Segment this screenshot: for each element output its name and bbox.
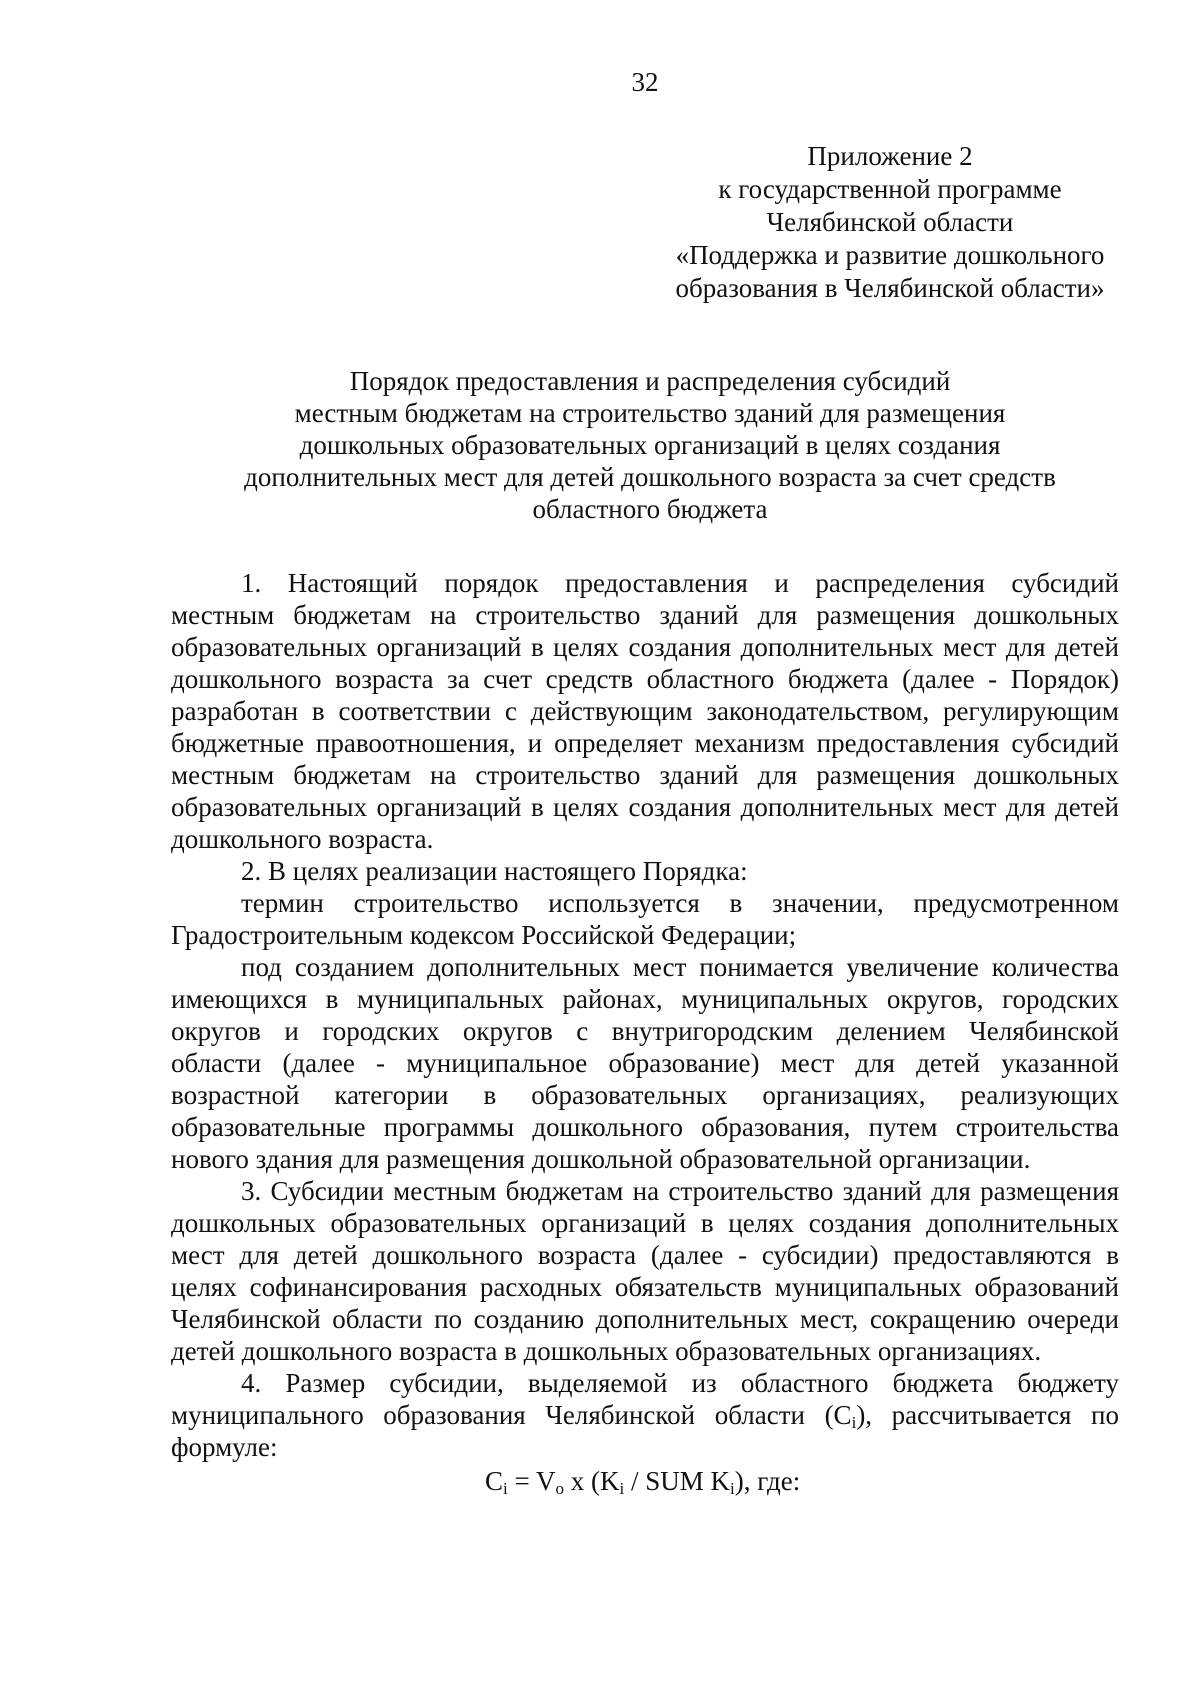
document-title: [140, 365, 1160, 525]
subscript: i: [730, 1479, 735, 1498]
title-line: Порядок предоставления и распределения субсидий: [349, 366, 951, 396]
paragraph-term-definition: [171, 887, 1119, 951]
formula-part: x (K: [564, 1466, 620, 1496]
appendix-line: «Поддержка и развитие дошкольного: [675, 240, 1105, 270]
paragraph-places-definition: [171, 951, 1119, 1175]
text-line: Градостроительным кодексом Российской Федерации;: [171, 920, 797, 950]
text-line: возрастной категории в образовательных организациях, реализующих: [171, 1080, 1119, 1110]
text-line: дошкольного возраста за счет средств областного бюджета (далее - Порядок): [171, 664, 1119, 694]
text-fragment: ), рассчитывается по: [856, 1400, 1120, 1430]
formula-part: = V: [507, 1466, 556, 1496]
appendix-line: к государственной программе: [718, 174, 1062, 204]
text-line: Челябинской области по созданию дополнительных мест, сокращению очереди: [171, 1304, 1119, 1334]
subscript: o: [555, 1479, 564, 1498]
document-body: [171, 567, 1119, 1497]
text-line: детей дошкольного возраста в дошкольных образовательных организациях.: [171, 1336, 1042, 1366]
text-line: округов и городских округов с внутригородским делением Челябинской: [171, 1016, 1119, 1046]
text-line: области (далее - муниципальное образование) мест для детей указанной: [171, 1048, 1119, 1078]
text-line: формуле:: [171, 1432, 278, 1462]
paragraph-4: [171, 1367, 1119, 1497]
text-line: дошкольных образовательных организаций в целях создания дополнительных: [171, 1208, 1119, 1238]
appendix-line: Приложение 2: [807, 141, 973, 171]
text-line: нового здания для размещения дошкольной образовательной организации.: [171, 1144, 1031, 1174]
text-line: целях софинансирования расходных обязательств муниципальных образований: [171, 1272, 1119, 1302]
text-line: местным бюджетам на строительство зданий для размещения дошкольных: [171, 760, 1119, 790]
subscript: i: [851, 1413, 857, 1432]
formula-part: ), где:: [734, 1466, 801, 1496]
formula-part: / SUM K: [624, 1466, 731, 1496]
paragraph-2: [171, 855, 1119, 887]
subscript: i: [619, 1479, 625, 1498]
title-line: областного бюджета: [532, 494, 768, 524]
appendix-header: [640, 140, 1140, 305]
text-line: под созданием дополнительных мест понимается увеличение количества: [241, 952, 1119, 982]
appendix-line: образования в Челябинской области»: [675, 273, 1105, 303]
paragraph-3: [171, 1175, 1119, 1367]
page-number: 32: [631, 67, 659, 97]
text-line: 2. В целях реализации настоящего Порядка:: [241, 856, 748, 886]
formula-part: C: [485, 1466, 504, 1496]
appendix-line: Челябинской области: [766, 207, 1014, 237]
text-line: 4. Размер субсидии, выделяемой из областного бюджета бюджету: [241, 1368, 1119, 1398]
text-line: образовательных организаций в целях создания дополнительных мест для детей: [171, 632, 1119, 662]
subsidy-formula: [171, 1465, 1119, 1497]
title-line: местным бюджетам на строительство зданий для размещения: [294, 398, 1006, 428]
text-line: термин строительство используется в значении, предусмотренном: [241, 888, 1119, 918]
text-line: 3. Субсидии местным бюджетам на строительство зданий для размещения: [241, 1176, 1119, 1206]
text-line: 1. Настоящий порядок предоставления и распределения субсидий: [241, 568, 1119, 598]
paragraph-1: [171, 567, 1119, 855]
title-line: дошкольных образовательных организаций в целях создания: [299, 430, 1001, 460]
text-line: имеющихся в муниципальных районах, муниципальных округов, городских: [171, 984, 1119, 1014]
text-line: дошкольного возраста.: [171, 824, 434, 854]
text-line: [171, 1399, 1119, 1431]
subscript: i: [503, 1479, 508, 1498]
text-fragment: муниципального образования Челябинской области (C: [171, 1400, 852, 1430]
text-line: местным бюджетам на строительство зданий для размещения дошкольных: [171, 600, 1119, 630]
text-line: бюджетные правоотношения, и определяет механизм предоставления субсидий: [171, 728, 1119, 758]
text-line: мест для детей дошкольного возраста (далее - субсидии) предоставляются в: [171, 1240, 1119, 1270]
title-line: дополнительных мест для детей дошкольного возраста за счет средств: [244, 462, 1056, 492]
text-line: образовательные программы дошкольного образования, путем строительства: [171, 1112, 1119, 1142]
text-line: разработан в соответствии с действующим законодательством, регулирующим: [171, 696, 1119, 726]
text-line: образовательных организаций в целях создания дополнительных мест для детей: [171, 792, 1119, 822]
